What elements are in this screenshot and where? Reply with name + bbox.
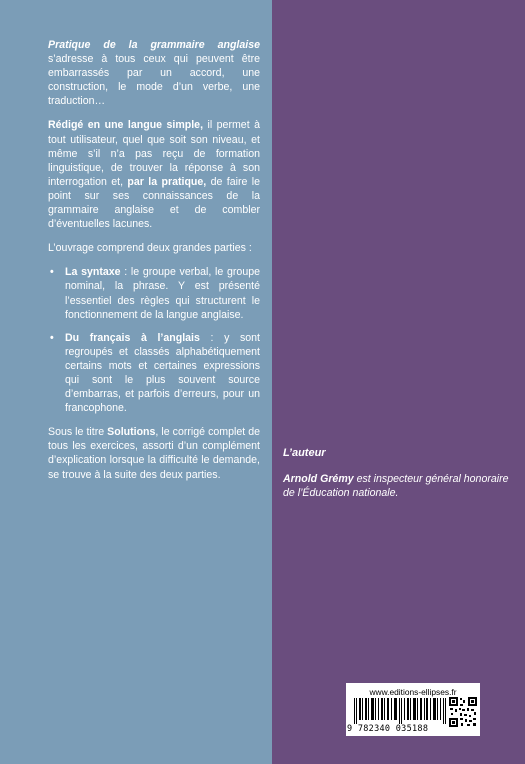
parts-list (48, 265, 260, 415)
author-section (283, 446, 515, 500)
bullet-icon: • (50, 331, 54, 344)
book-title: Pratique de la grammaire anglaise (48, 39, 260, 51)
list-item (48, 331, 260, 416)
approach-paragraph (48, 118, 260, 231)
part2-title: Du français à l’anglais (65, 331, 200, 344)
author-name: Arnold Grémy (283, 473, 354, 486)
author-description: est inspecteur général honoraire de l’Éducation nationale. (283, 473, 509, 500)
barcode-box (346, 683, 480, 736)
part1-text: : le groupe verbal, le groupe nominal, la phrase. Y est présenté l’essentiel des règles qui structurent le fonctionnement de la langue anglaise. (65, 266, 260, 321)
right-panel (272, 0, 525, 764)
list-item (48, 265, 260, 321)
author-heading: L’auteur (283, 447, 326, 459)
structure-paragraph: L’ouvrage comprend deux grandes parties : (48, 242, 252, 255)
part1-title: La syntaxe (65, 266, 121, 279)
publisher-url[interactable]: www.editions-ellipses.fr (369, 687, 457, 697)
approach-bold-2: par la pratique, (127, 175, 207, 188)
solutions-paragraph (48, 425, 260, 481)
solutions-text-2: , le corrigé complet de tous les exercices, assorti d’un complément d’explication lorsque la difficulté le demande, se trouve à la suite des deux parties. (48, 426, 260, 481)
qr-code-icon (449, 697, 477, 727)
barcode-icon (354, 698, 446, 724)
isbn-digits: 9 782340 035188 (347, 724, 429, 734)
description-text (48, 38, 260, 492)
intro-rest: s’adresse à tous ceux qui peuvent être embarrassés par un accord, une construction, le mode d’un verbe, une traduction… (48, 53, 260, 108)
author-bio (283, 472, 515, 500)
part2-text: : y sont regroupés et classés alphabétiquement certains mots et certaines expressions qui sont le plus souvent source d’embarras, et parfois d’erreurs, pour un francophone. (65, 331, 260, 415)
approach-text-2: de faire le point sur ses connaissances de la grammaire anglaise et de combler d’éventuelles lacunes. (48, 175, 260, 231)
solutions-bold: Solutions (107, 426, 156, 439)
solutions-text-1: Sous le titre (48, 426, 108, 439)
intro-paragraph (48, 38, 260, 108)
bullet-icon: • (50, 266, 54, 279)
approach-text-1: il permet à tout utilisateur, quel que soit son niveau, et même s’il n’a pas reçu de formation linguistique, de trouver la réponse à son interrogation et, (48, 119, 260, 188)
approach-bold-1: Rédigé en une langue simple, (48, 119, 204, 132)
